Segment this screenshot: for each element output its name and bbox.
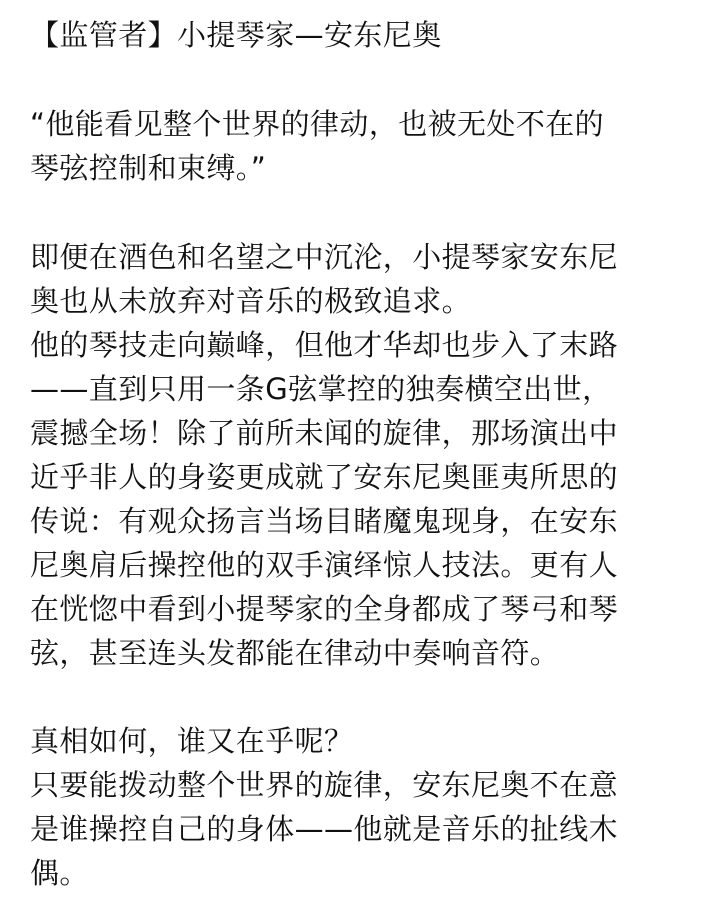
ending-line-2: 只要能拨动整个世界的旋律，安东尼奥不在意 [30,768,619,802]
story-line-10: 弦，甚至连头发都能在律动中奏响音符。 [30,636,560,670]
story-line-3: 他的琴技走向巅峰，但他才华却也步入了末路 [30,328,619,362]
story-line-4: ——直到只用一条G弦掌控的独奏横空出世， [30,372,612,406]
story-line-6: 近乎非人的身姿更成就了安东尼奥匪夷所思的 [30,460,619,494]
story-line-7: 传说：有观众扬言当场目睹魔鬼现身，在安东 [30,504,619,538]
story-line-8: 尼奥肩后操控他的双手演绎惊人技法。更有人 [30,548,619,582]
story-line-2: 奥也从未放弃对音乐的极致追求。 [30,284,472,318]
story-line-1: 即便在酒色和名望之中沉沦，小提琴家安东尼 [30,240,619,274]
quote-line-2: 琴弦控制和束缚。” [30,151,267,185]
story-line-9: 在恍惚中看到小提琴家的全身都成了琴弓和琴 [30,592,619,626]
ending-line-4: 偶。 [30,856,89,890]
ending-line-1: 真相如何，谁又在乎呢？ [30,724,354,758]
ending-line-3: 是谁操控自己的身体——他就是音乐的扯线木 [30,812,619,846]
document-title: 【监管者】小提琴家—安东尼奥 [30,18,442,52]
quote-line-1: “他能看见整个世界的律动，也被无处不在的 [30,107,605,141]
story-line-5: 震撼全场！除了前所未闻的旋律，那场演出中 [30,416,619,450]
